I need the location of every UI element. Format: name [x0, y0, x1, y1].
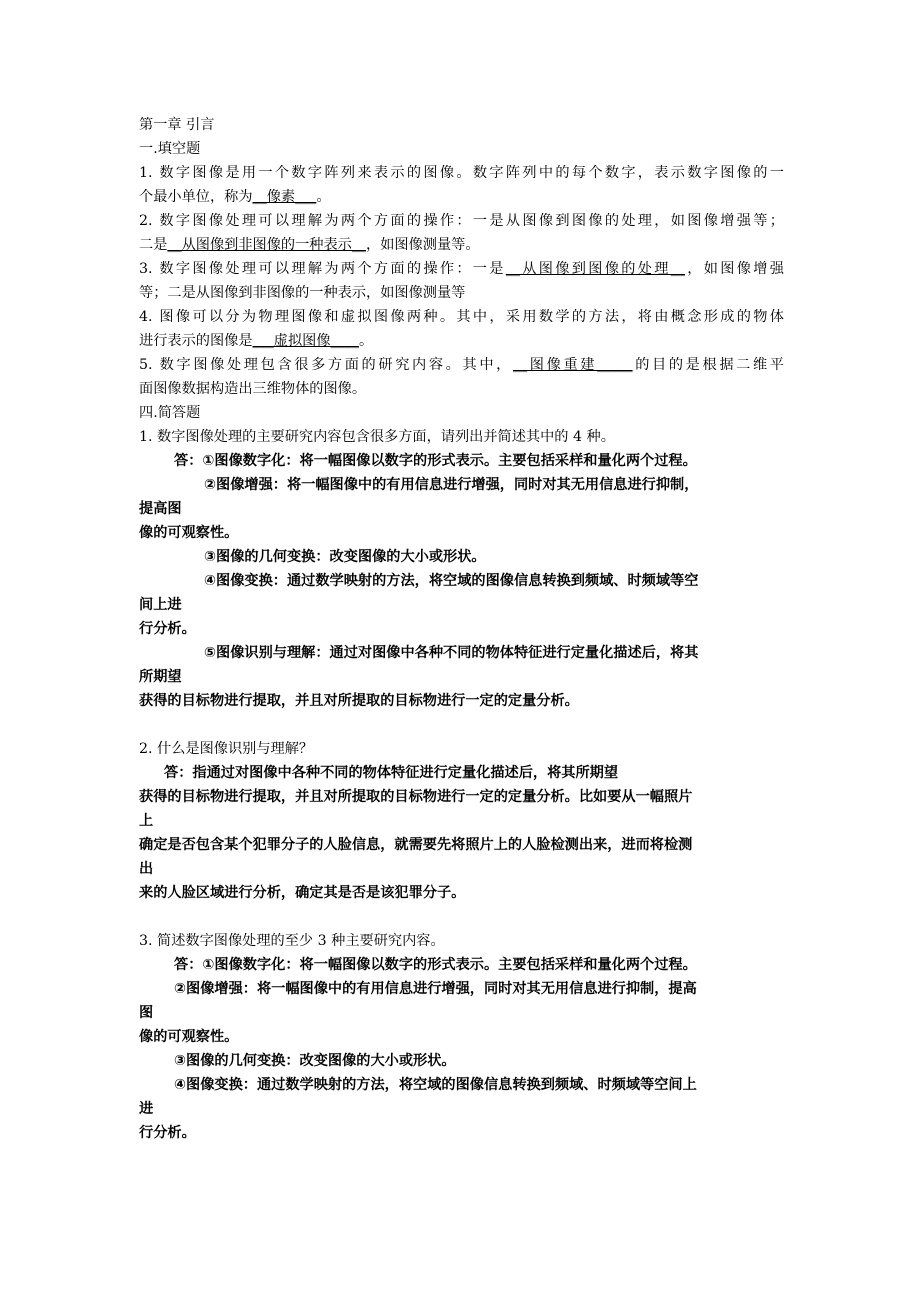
fill-q5-end: 的目的是根据二维平 — [632, 357, 784, 373]
fill-q2-end: ，如图像测量等。 — [366, 237, 480, 253]
short-q1-answer-4-wrap: 间上进 — [139, 597, 182, 613]
short-q1-answer-4: ④图像变换：通过数学映射的方法，将空域的图像信息转换到频域、时频域等空 — [204, 573, 699, 589]
fill-q4-answer: ___虚拟图像____ — [252, 333, 359, 349]
short-q3-answer-4-wrap: 进 — [139, 1101, 154, 1117]
section-fill-in-title: 一.填空题 — [139, 141, 201, 157]
short-q3-answer-3: ③图像的几何变换：改变图像的大小或形状。 — [174, 1053, 456, 1069]
short-q3-question: 3. 简述数字图像处理的至少 3 种主要研究内容。 — [139, 933, 445, 949]
fill-q4-line2 — [139, 329, 784, 353]
fill-q1-end: 。 — [316, 189, 331, 205]
paragraph-gap — [139, 713, 784, 737]
fill-q3-text: 3. 数字图像处理可以理解为两个方面的操作：一是 — [139, 261, 506, 277]
fill-q1-line1: 1. 数字图像是用一个数字阵列来表示的图像。数字阵列中的每个数字，表示数字图像的一 — [139, 165, 784, 181]
short-q1-question: 1. 数字图像处理的主要研究内容包含很多方面，请列出并简述其中的 4 种。 — [139, 429, 615, 445]
short-q1-answer-5-wrap: 所期望 — [139, 669, 182, 685]
fill-q3-answer: __从图像到图像的处理__ — [505, 261, 685, 277]
fill-q2-answer: __从图像到非图像的一种表示__ — [167, 237, 367, 253]
fill-q5-answer: __图像重建_____ — [512, 357, 633, 373]
fill-q4-line1: 4. 图像可以分为物理图像和虚拟图像两种。其中，采用数学的方法，将由概念形成的物体 — [139, 309, 784, 325]
fill-q4-text: 进行表示的图像是 — [139, 333, 253, 349]
fill-q1-answer: __像素___ — [252, 189, 317, 205]
fill-q3-line2: 等；二是从图像到非图像的一种表示，如图像测量等 — [139, 285, 466, 301]
fill-q1-text: 个最小单位，称为 — [139, 189, 253, 205]
short-q1-answer-5: ⑤图像识别与理解：通过对图像中各种不同的物体特征进行定量化描述后，将其 — [204, 645, 699, 661]
chapter-title: 第一章 引言 — [139, 117, 215, 133]
short-q3-answer-2: ②图像增强：将一幅图像中的有用信息进行增强，同时对其无用信息进行抑制，提高 — [174, 981, 697, 997]
fill-q2-text: 二是 — [139, 237, 168, 253]
short-q2-answer-4: 来的人脸区域进行分析，确定其是否是该犯罪分子。 — [139, 885, 466, 901]
fill-q4-end: 。 — [358, 333, 374, 349]
section-short-answer-title: 四.简答题 — [139, 405, 201, 421]
fill-q5-line1 — [139, 353, 784, 377]
fill-q1-line2 — [139, 185, 784, 209]
short-q3-answer-4-end: 行分析。 — [139, 1125, 196, 1141]
fill-q3-line1 — [139, 257, 784, 281]
fill-q3-end: ，如图像增强 — [684, 261, 784, 277]
short-q1-answer-2-wrap: 提高图 — [139, 501, 182, 517]
short-q2-answer-3: 确定是否包含某个犯罪分子的人脸信息，就需要先将照片上的人脸检测出来，进而将检测 — [139, 837, 693, 853]
short-q1-answer-5-end: 获得的目标物进行提取，并且对所提取的目标物进行一定的定量分析。 — [139, 693, 579, 709]
short-q3-answer-4: ④图像变换：通过数学映射的方法，将空域的图像信息转换到频域、时频域等空间上 — [174, 1077, 697, 1093]
short-q1-answer-2: ②图像增强：将一幅图像中的有用信息进行增强，同时对其无用信息进行抑制， — [204, 477, 699, 493]
short-q1-answer-3: ③图像的几何变换：改变图像的大小或形状。 — [204, 549, 486, 565]
short-q1-answer-1: 答：①图像数字化：将一幅图像以数字的形式表示。主要包括采样和量化两个过程。 — [174, 453, 697, 469]
short-q2-answer-1: 答：指通过对图像中各种不同的物体特征进行定量化描述后，将其所期望 — [164, 765, 619, 781]
short-q1-answer-2-end: 像的可观察性。 — [139, 525, 239, 541]
short-q2-question: 2. 什么是图像识别与理解？ — [139, 741, 314, 757]
short-q2-answer-2: 获得的目标物进行提取，并且对所提取的目标物进行一定的定量分析。比如要从一幅照片 — [139, 789, 693, 805]
fill-q5-line2: 面图像数据构造出三维物体的图像。 — [139, 381, 367, 397]
short-q3-answer-1: 答：①图像数字化：将一幅图像以数字的形式表示。主要包括采样和量化两个过程。 — [174, 957, 697, 973]
short-q3-answer-2-end: 像的可观察性。 — [139, 1029, 239, 1045]
short-q2-answer-3-wrap: 出 — [139, 861, 154, 877]
short-q3-answer-2-wrap: 图 — [139, 1005, 154, 1021]
paragraph-gap — [139, 905, 784, 929]
document-body — [139, 113, 784, 1145]
short-q2-answer-2-wrap: 上 — [139, 813, 154, 829]
short-q1-answer-4-end: 行分析。 — [139, 621, 196, 637]
fill-q2-line1: 2. 数字图像处理可以理解为两个方面的操作：一是从图像到图像的处理，如图像增强等； — [139, 213, 784, 229]
fill-q2-line2 — [139, 233, 784, 257]
fill-q5-text: 5. 数字图像处理包含很多方面的研究内容。其中， — [139, 357, 513, 373]
